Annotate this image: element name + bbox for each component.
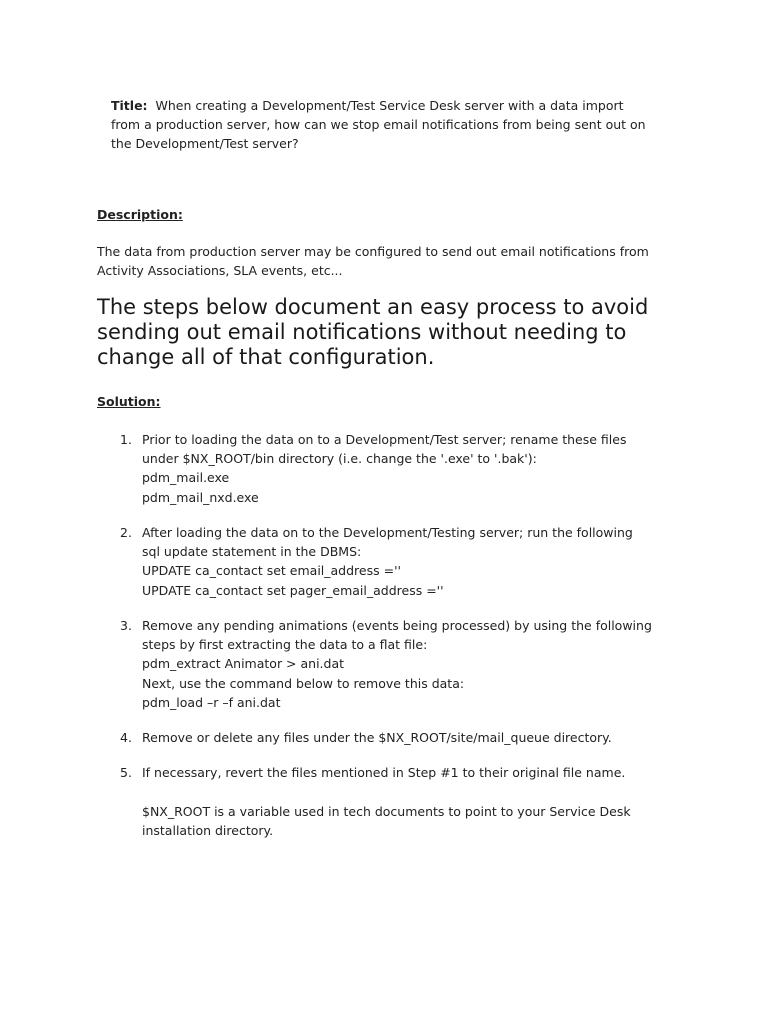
step-body bbox=[142, 430, 672, 507]
title-block bbox=[111, 96, 671, 154]
step-body bbox=[142, 616, 672, 712]
step-line: pdm_mail_nxd.exe bbox=[142, 489, 259, 505]
title-text: When creating a Development/Test Service Desk server with a data import bbox=[155, 98, 624, 113]
step-line: UPDATE ca_contact set pager_email_address ='' bbox=[142, 582, 444, 598]
step-line: steps by first extracting the data to a flat file: bbox=[142, 637, 428, 653]
description-line: Activity Associations, SLA events, etc... bbox=[97, 263, 343, 279]
step-line: Remove or delete any files under the $NX_ROOT/site/mail_queue directory. bbox=[142, 730, 612, 745]
note-line: $NX_ROOT is a variable used in tech documents to point to your Service Desk bbox=[142, 804, 631, 819]
step-line: pdm_extract Animator > ani.dat bbox=[142, 656, 345, 672]
highlight-line: change all of that configuration. bbox=[97, 345, 435, 369]
step-line: Prior to loading the data on to a Development/Test server; rename these files bbox=[142, 432, 627, 447]
step-line: pdm_mail.exe bbox=[142, 470, 230, 486]
step-number: 1. bbox=[120, 432, 132, 447]
step-line: Next, use the command below to remove this data: bbox=[142, 675, 465, 691]
description-text bbox=[97, 242, 677, 280]
step-line: If necessary, revert the files mentioned in Step #1 to their original file name. bbox=[142, 765, 626, 780]
step-body bbox=[142, 728, 672, 747]
title-line-2: from a production server, how can we stop email notifications from being sent out on bbox=[111, 117, 646, 133]
highlight-line: sending out email notifications without needing to bbox=[97, 320, 627, 344]
title-line-3: the Development/Test server? bbox=[111, 136, 299, 152]
step-line: After loading the data on to the Development/Testing server; run the following bbox=[142, 525, 633, 540]
solution-heading: Solution: bbox=[97, 394, 161, 409]
description-line: The data from production server may be configured to send out email notifications from bbox=[97, 244, 649, 259]
step-number: 2. bbox=[120, 525, 132, 540]
step-number: 3. bbox=[120, 618, 132, 633]
highlight-line: The steps below document an easy process to avoid bbox=[97, 295, 649, 319]
step-body bbox=[142, 523, 672, 600]
step-number: 5. bbox=[120, 765, 132, 780]
step-line: UPDATE ca_contact set email_address ='' bbox=[142, 563, 401, 579]
title-label: Title: bbox=[111, 98, 148, 113]
description-heading: Description: bbox=[97, 207, 183, 222]
nx-root-note bbox=[142, 802, 662, 840]
title-line-1 bbox=[111, 96, 671, 115]
step-line: Remove any pending animations (events being processed) by using the following bbox=[142, 618, 652, 633]
step-number: 4. bbox=[120, 730, 132, 745]
step-line: under $NX_ROOT/bin directory (i.e. change the '.exe' to '.bak'): bbox=[142, 451, 537, 467]
note-line: installation directory. bbox=[142, 823, 274, 839]
step-line: sql update statement in the DBMS: bbox=[142, 544, 362, 560]
step-body bbox=[142, 763, 672, 782]
highlight-statement bbox=[97, 295, 677, 370]
step-line: pdm_load –r –f ani.dat bbox=[142, 694, 281, 710]
